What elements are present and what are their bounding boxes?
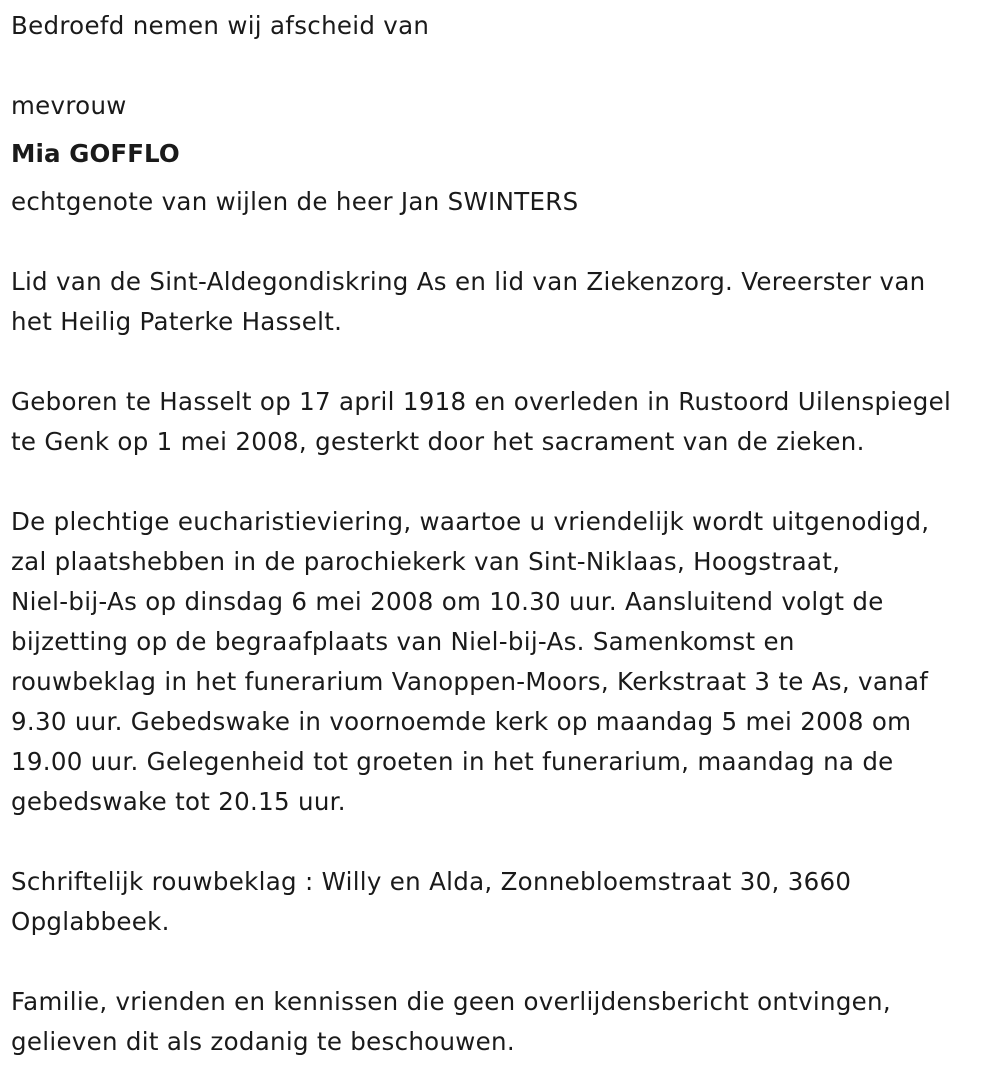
paragraph-line: Familie, vrienden en kennissen die geen overlijdensbericht ontvingen, [11,987,891,1016]
paragraph-line: Lid van de Sint-Aldegondiskring As en lid van Ziekenzorg. Vereerster van [11,267,926,296]
spacer [11,46,993,86]
paragraph-line: 19.00 uur. Gelegenheid tot groeten in het funerarium, maandag na de [11,747,894,776]
paragraph-line: 9.30 uur. Gebedswake in voornoemde kerk op maandag 5 mei 2008 om [11,707,912,736]
spacer [11,342,993,382]
honorific: mevrouw [11,91,127,120]
paragraph-line: Schriftelijk rouwbeklag : Willy en Alda, Zonnebloemstraat 30, 3660 [11,867,852,896]
spouse-text: echtgenote van wijlen de heer Jan SWINTERS [11,187,579,216]
paragraph-line: Niel-bij-As op dinsdag 6 mei 2008 om 10.30 uur. Aansluitend volgt de [11,587,884,616]
spacer [11,462,993,502]
paragraph-line: te Genk op 1 mei 2008, gesterkt door het sacrament van de zieken. [11,427,865,456]
birth-death-paragraph [11,382,993,462]
paragraph-line: het Heilig Paterke Hasselt. [11,307,343,336]
spacer [11,174,993,182]
spacer [11,942,993,982]
membership-paragraph [11,262,993,342]
paragraph-line: Geboren te Hasselt op 17 april 1918 en overleden in Rustoord Uilenspiegel [11,387,952,416]
deceased-name: Mia GOFFLO [11,139,180,168]
paragraph-line: rouwbeklag in het funerarium Vanoppen-Moors, Kerkstraat 3 te As, vanaf [11,667,929,696]
spacer [11,822,993,862]
intro-text: Bedroefd nemen wij afscheid van [11,11,430,40]
spacer [11,222,993,262]
paragraph-line: gebedswake tot 20.15 uur. [11,787,346,816]
paragraph-line: Opglabbeek. [11,907,170,936]
condolences-paragraph [11,862,993,942]
paragraph-line: De plechtige eucharistieviering, waartoe u vriendelijk wordt uitgenodigd, [11,507,930,536]
obituary-notice [11,6,993,1062]
paragraph-line: zal plaatshebben in de parochiekerk van Sint-Niklaas, Hoogstraat, [11,547,841,576]
spacer [11,126,993,134]
paragraph-line: bijzetting op de begraafplaats van Niel-bij-As. Samenkomst en [11,627,795,656]
paragraph-line: gelieven dit als zodanig te beschouwen. [11,1027,515,1056]
closing-paragraph [11,982,993,1062]
ceremony-paragraph [11,502,993,822]
